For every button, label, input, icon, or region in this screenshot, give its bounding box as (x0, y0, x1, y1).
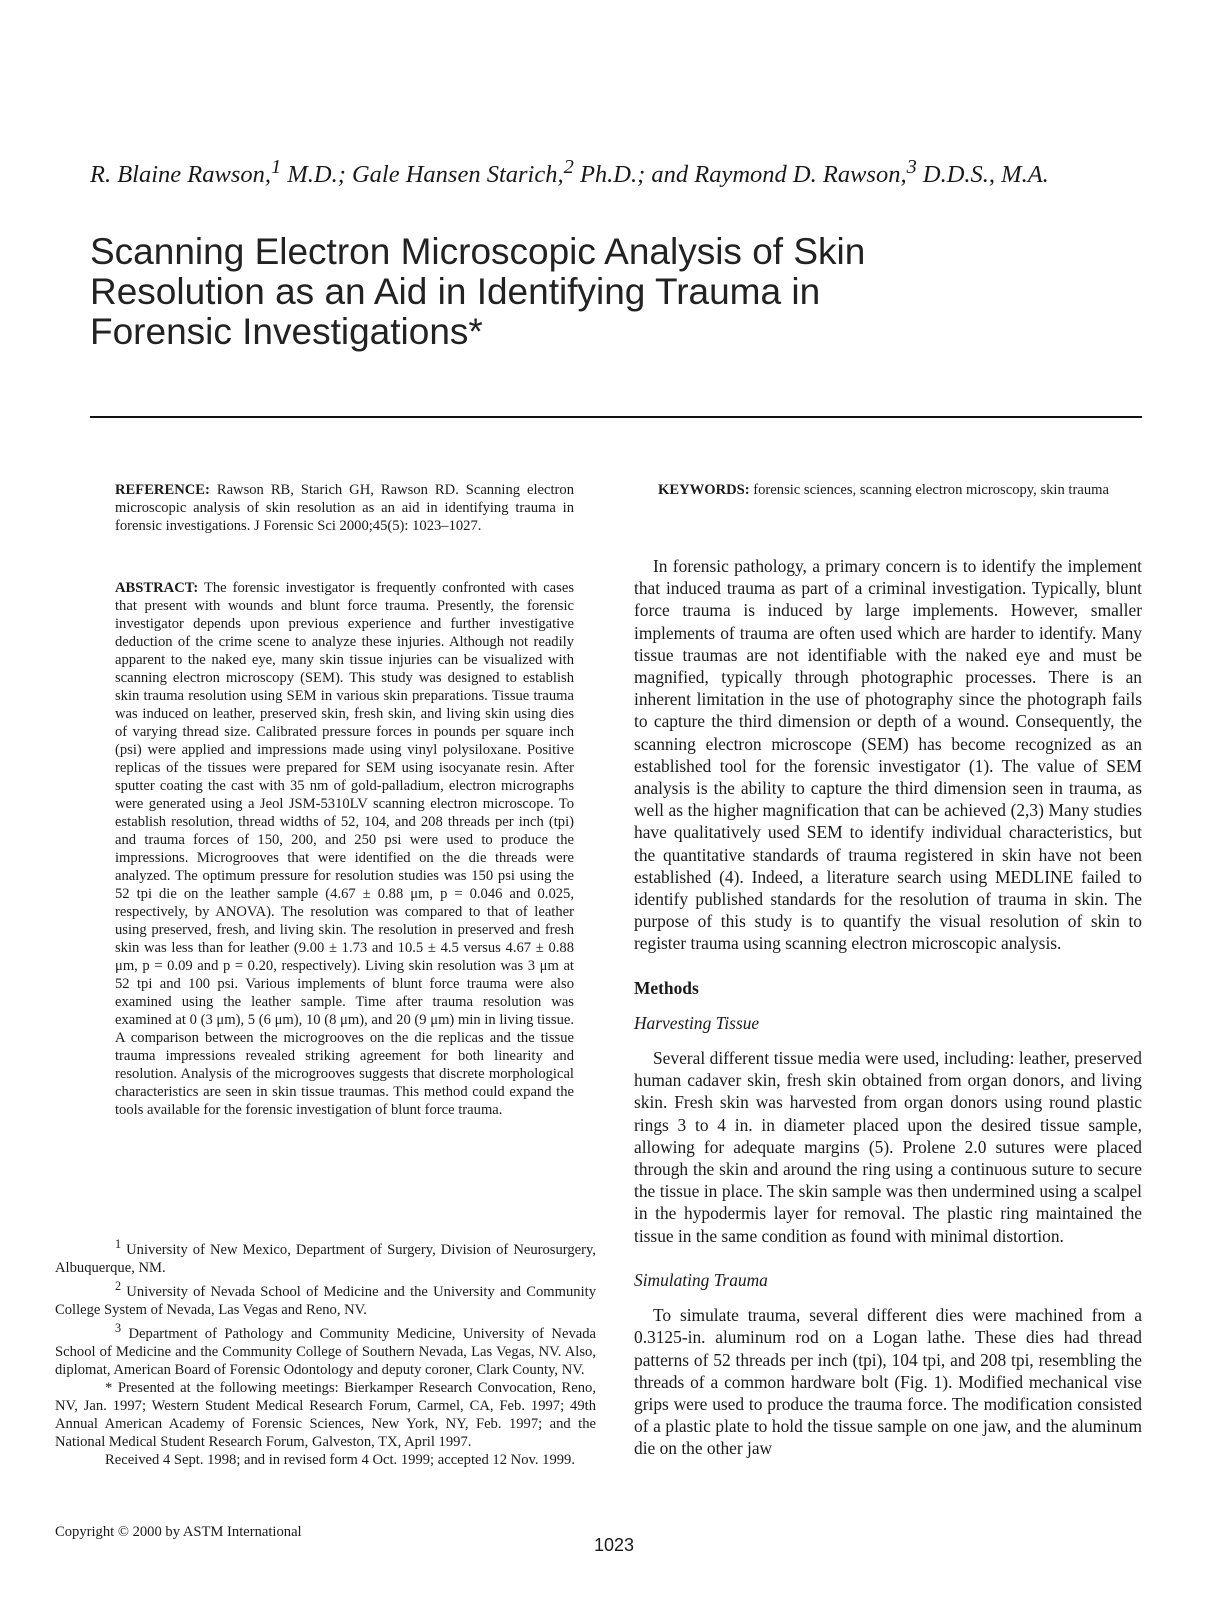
affil-mark: 2 (563, 156, 574, 178)
footnote-mark: 2 (115, 1278, 122, 1293)
intro-paragraph: In forensic pathology, a primary concern is to identify the implement that induced trauma as part of a criminal investigation. Typically, blunt force trauma is induced by large implements. However, smaller implements of trauma are often used which are harder to identify. Many tissue traumas are not identifiable with the naked eye and must be magnified, typically through photographic processes. There is an inherent limitation in the use of photography since the photograph fails to capture the third dimension or depth of a wound. Consequently, the scanning electron microscope (SEM) has become recognized as an established tool for the forensic investigator (1). The value of SEM analysis is the ability to capture the third dimension seen in trauma, as well as the higher magnification that can be achieved (2,3) Many studies have qualitatively used SEM to identify individual characteristics, but the quantitative standards of trauma registered in skin have not been established (4). Indeed, a literature search using MEDLINE failed to identify published standards for the resolution of trauma in skin. The purpose of this study is to quantify the visual resolution of skin to register trauma using scanning electron microscopic analysis. (634, 556, 1142, 954)
subsection-heading: Harvesting Tissue (634, 1012, 760, 1033)
footnote-mark: 3 (115, 1320, 122, 1335)
footnote-text: University of New Mexico, Department of Surgery, Division of Neurosurgery, Albuquerque, NM. (55, 1241, 596, 1276)
author-1: R. Blaine Rawson, (90, 161, 272, 189)
reference-block (115, 481, 574, 535)
keywords-text: forensic sciences, scanning electron microscopy, skin trauma (749, 482, 1109, 498)
paper-title: Scanning Electron Microscopic Analysis of Skin Resolution as an Aid in Identifying Trauma in Forensic Investigations* (90, 231, 866, 352)
keywords-block (658, 481, 1128, 499)
abstract-block (115, 579, 574, 1119)
authors (90, 156, 1049, 189)
reference-text: Rawson RB, Starich GH, Rawson RD. Scanning electron microscopic analysis of skin resolution as an aid in identifying trauma in forensic investigations. J Forensic Sci 2000;45(5): 1023–1027. (115, 482, 574, 534)
author-2: M.D.; Gale Hansen Starich, (281, 161, 564, 189)
abstract-label: ABSTRACT: (115, 580, 199, 596)
paragraph: Several different tissue media were used, including: leather, preserved human cadaver skin, fresh skin obtained from organ donors, and living skin. Fresh skin was harvested from organ donors using round plastic rings 3 to 4 in. in diameter placed upon the desired tissue sample, allowing for adequate margins (5). Prolene 2.0 sutures were placed through the skin and around the ring using a continuous suture to secure the tissue in place. The skin sample was then undermined using a scalpel in the hypodermis layer for removal. The plastic ring maintained the tissue in the same condition as found with minimal distortion. (634, 1048, 1142, 1246)
footnote-mark: 1 (115, 1237, 122, 1251)
footnote (55, 1319, 596, 1379)
title-rule (90, 416, 1142, 418)
footnote (55, 1277, 596, 1319)
section-heading: Methods (634, 977, 699, 998)
copyright: Copyright © 2000 by ASTM International (55, 1524, 302, 1540)
footnote: * Presented at the following meetings: Bierkamper Research Convocation, Reno, NV, Jan. 1997; Western Student Medical Research Forum, Carmel, CA, Feb. 1997; 49th Annual American Academy of Forensic Sciences, New York, NY, Feb. 1997; and the National Medical Student Research Forum, Galveston, TX, April 1997. (55, 1379, 596, 1450)
footnote (55, 1235, 596, 1277)
footnotes (55, 1235, 596, 1469)
reference-label: REFERENCE: (115, 482, 210, 498)
paragraph: To simulate trauma, several different dies were machined from a 0.3125-in. aluminum rod on a Logan lathe. These dies had thread patterns of 52 threads per inch (tpi), 104 tpi, and 208 tpi, resembling the threads of a common hardware bolt (Fig. 1). Modified mechanical vise grips were used to produce the trauma force. The modification consisted of a plastic plate to hold the tissue sample on one jaw, and the aluminum die on the other jaw (634, 1305, 1142, 1459)
affil-mark: 3 (906, 156, 917, 178)
abstract-text: The forensic investigator is frequently confronted with cases that present with wounds and blunt force trauma. Presently, the forensic investigator depends upon previous experience and further investigative deduction of the crime scene to analyze these injuries. Although not readily apparent to the naked eye, many skin tissue injuries can be visualized with scanning electron microscopy (SEM). This study was designed to establish skin trauma resolution using SEM in various skin preparations. Tissue trauma was induced on leather, preserved skin, fresh skin, and living skin using dies of varying thread size. Calibrated pressure forces in pounds per square inch (psi) were applied and impressions made using vinyl polysiloxane. Positive replicas of the tissues were prepared for SEM using isocyanate resin. After sputter coating the cast with 35 nm of gold-palladium, electron micrographs were generated using a Jeol JSM-5310LV scanning electron microscope. To establish resolution, thread widths of 52, 104, and 208 threads per inch (tpi) and trauma forces of 150, 200, and 250 psi were used to produce the impressions. Microgrooves that were identified on the die threads were analyzed. The optimum pressure for resolution studies was 150 psi using the 52 tpi die on the leather sample (4.67 ± 0.88 μm, p = 0.046 and 0.025, respectively, by ANOVA). The resolution was compared to that of leather using preserved, fresh, and living skin. The resolution in preserved and fresh skin was less than for leather (9.00 ± 1.73 and 10.5 ± 4.5 versus 4.67 ± 0.88 μm, p = 0.09 and p = 0.20, respectively). Living skin resolution was 3 μm at 52 tpi and 100 psi. Various implements of blunt force trauma were also examined using the leather sample. Time after trauma resolution was examined at 0 (3 μm), 5 (6 μm), 10 (8 μm), and 20 (9 μm) min in living tissue. A comparison between the microgrooves on the die replicas and the tissue trauma impressions revealed striking agreement for both linearity and resolution. Analysis of the microgrooves suggests that discrete morphological characteristics are seen in skin tissue traumas. This method could expand the tools available for the forensic investigation of blunt force trauma. (115, 580, 574, 1118)
author-3: Ph.D.; and Raymond D. Rawson, (573, 161, 907, 189)
affil-mark: 1 (271, 156, 282, 178)
footnote-text: University of Nevada School of Medicine and the University and Community College System of Nevada, Las Vegas and Reno, NV. (55, 1283, 596, 1318)
author-degree: D.D.S., M.A. (916, 161, 1049, 189)
keywords-label: KEYWORDS: (658, 482, 750, 498)
page-number: 1023 (594, 1535, 635, 1555)
footnote: Received 4 Sept. 1998; and in revised form 4 Oct. 1999; accepted 12 Nov. 1999. (105, 1451, 575, 1468)
subsection-heading: Simulating Trauma (634, 1269, 768, 1290)
body-column (634, 555, 1142, 1460)
footnote-text: Department of Pathology and Community Medicine, University of Nevada School of Medicine and the Community College of Southern Nevada, Las Vegas, NV. Also, diplomat, American Board of Forensic Odontology and deputy coroner, Clark County, NV. (55, 1325, 596, 1378)
